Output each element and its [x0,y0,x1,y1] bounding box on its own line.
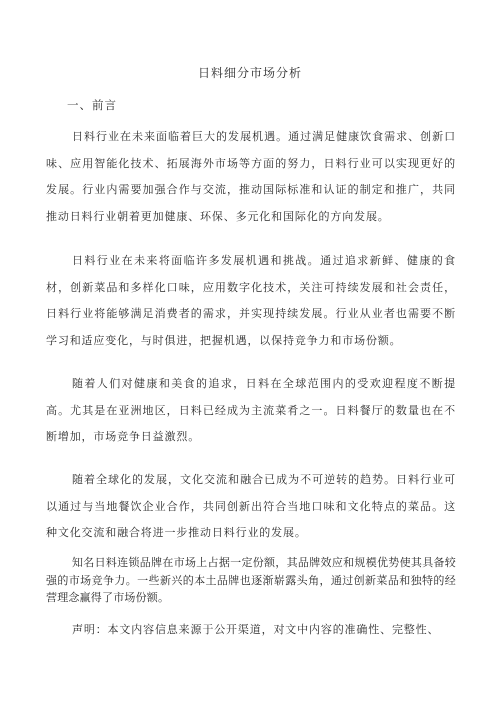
paragraph-brands: 知名日料连锁品牌在市场上占据一定份额，其品牌效应和规模优势使其具备较强的市场竞争力。一些新兴的本土品牌也逐渐崭露头角，通过创新菜品和独特的经营理念赢得了市场份额。 [46,556,456,604]
paragraph-disclaimer: 声明：本文内容信息来源于公开渠道，对文中内容的准确性、完整性、 [72,623,440,636]
document-title: 日料细分市场分析 [197,66,302,80]
paragraph-challenges: 日料行业在未来将面临许多发展机遇和挑战。通过追求新鲜、健康的食材，创新菜品和多样化口味，应用数字化技术，关注可持续发展和社会责任，日料行业将能够满足消费者的需求，并实现持续发展。行业从业者也需要不断学习和适应变化，与时俱进，把握机遇，以保持竞争力和市场份额。 [46,254,456,347]
section-heading: 一、前言 [67,98,117,112]
paragraph-globalization: 随着全球化的发展，文化交流和融合已成为不可逆转的趋势。日料行业可以通过与当地餐饮企业合作，共同创新出符合当地口味和文化特点的菜品。这种文化交流和融合将进一步推动日料行业的发展。 [46,473,456,539]
paragraph-opportunities: 日料行业在未来面临着巨大的发展机遇。通过满足健康饮食需求、创新口味、应用智能化技术、拓展海外市场等方面的努力，日料行业可以实现更好的发展。行业内需要加强合作与交流，推动国际标准和认证的制定和推广，共同推动日料行业朝着更加健康、环保、多元化和国际化的方向发展。 [46,130,456,223]
paragraph-popularity: 随着人们对健康和美食的追求，日料在全球范围内的受欢迎程度不断提高。尤其是在亚洲地区，日料已经成为主流菜肴之一。日料餐厅的数量也在不断增加，市场竞争日益激烈。 [46,377,456,443]
